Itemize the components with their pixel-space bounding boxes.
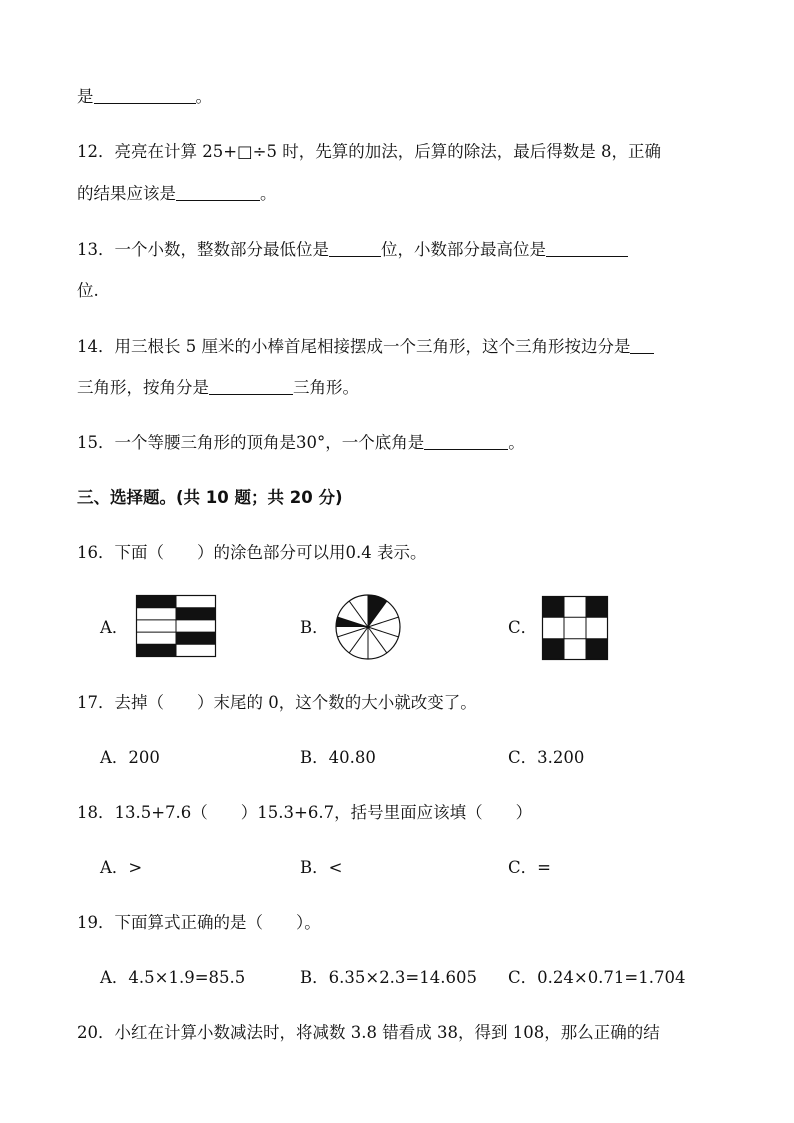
- q14-text: 14．用三根长 5 厘米的小棒首尾相接摆成一个三角形，这个三角形按边分是: [77, 337, 631, 356]
- question-13-line-1: [77, 239, 628, 261]
- option-a[interactable]: A．>: [100, 858, 143, 877]
- section-title: 三、选择题。(共 10 题；共 20 分): [77, 488, 343, 507]
- q12-end: 。: [260, 184, 277, 203]
- answer-blank[interactable]: [630, 337, 654, 354]
- option-a-figure-rectangle[interactable]: [136, 595, 216, 657]
- q11-tail: [77, 86, 212, 108]
- answer-blank[interactable]: [329, 240, 381, 257]
- option-c[interactable]: C．0.24×0.71=1.704: [508, 968, 686, 987]
- answer-blank[interactable]: [424, 433, 508, 450]
- shaded-cell: [586, 639, 608, 660]
- option-b-figure-circle[interactable]: [333, 594, 403, 660]
- shaded-cell: [542, 596, 564, 617]
- q15-text: 15．一个等腰三角形的顶角是30°，一个底角是: [77, 433, 425, 452]
- answer-blank[interactable]: [546, 240, 628, 257]
- shaded-cell: [176, 608, 216, 620]
- shaded-cell: [586, 596, 608, 617]
- question-15: [77, 432, 525, 454]
- option-b-label[interactable]: B．: [300, 618, 329, 637]
- option-b[interactable]: B．<: [300, 858, 343, 877]
- question-16-stem: 16．下面（ ）的涂色部分可以用0.4 表示。: [77, 543, 427, 562]
- radius: [349, 627, 368, 653]
- q15-end: 。: [508, 433, 525, 452]
- option-a[interactable]: A．200: [100, 748, 160, 767]
- shaded-cell: [137, 596, 177, 608]
- shaded-cell: [137, 644, 177, 656]
- shaded-cell: [176, 632, 216, 644]
- q12-text: 的结果应该是: [77, 184, 176, 203]
- question-19-stem: 19．下面算式正确的是（ ）。: [77, 913, 321, 932]
- q11-tail-text: 是: [77, 87, 94, 106]
- option-c-figure-grid[interactable]: [542, 596, 608, 660]
- q14-text-b: 三角形。: [293, 378, 359, 397]
- answer-blank[interactable]: [94, 87, 196, 104]
- q11-tail-end: 。: [195, 87, 212, 106]
- question-12-line-1: 12．亮亮在计算 25+□÷5 时，先算的加法，后算的除法，最后得数是 8，正确: [77, 142, 661, 161]
- radius: [338, 627, 368, 637]
- answer-blank[interactable]: [209, 378, 293, 395]
- question-20-stem: 20．小红在计算小数减法时，将减数 3.8 错看成 38，得到 108，那么正确的结: [77, 1023, 660, 1042]
- q14-text-a: 三角形，按角分是: [77, 378, 209, 397]
- shaded-cell: [542, 639, 564, 660]
- question-14-line-2: [77, 377, 359, 399]
- option-c[interactable]: C．3.200: [508, 748, 585, 767]
- question-18-stem: 18．13.5+7.6（ ）15.3+6.7，括号里面应该填（ ）: [77, 803, 533, 822]
- answer-blank[interactable]: [176, 184, 260, 201]
- option-a-label[interactable]: A．: [100, 618, 129, 637]
- option-c-label[interactable]: C．: [508, 618, 538, 637]
- option-c[interactable]: C．=: [508, 858, 551, 877]
- option-b[interactable]: B．40.80: [300, 748, 376, 767]
- q13-text-a: 13．一个小数，整数部分最低位是: [77, 240, 329, 259]
- radius: [368, 627, 387, 653]
- option-b[interactable]: B．6.35×2.3=14.605: [300, 968, 477, 987]
- question-17-stem: 17．去掉（ ）末尾的 0，这个数的大小就改变了。: [77, 693, 477, 712]
- question-12-line-2: [77, 183, 277, 205]
- question-13-line-2: 位.: [77, 281, 99, 300]
- radius: [368, 627, 398, 637]
- q13-text-b: 位，小数部分最高位是: [381, 240, 546, 259]
- question-14-line-1: [77, 336, 654, 358]
- option-a[interactable]: A．4.5×1.9=85.5: [100, 968, 246, 987]
